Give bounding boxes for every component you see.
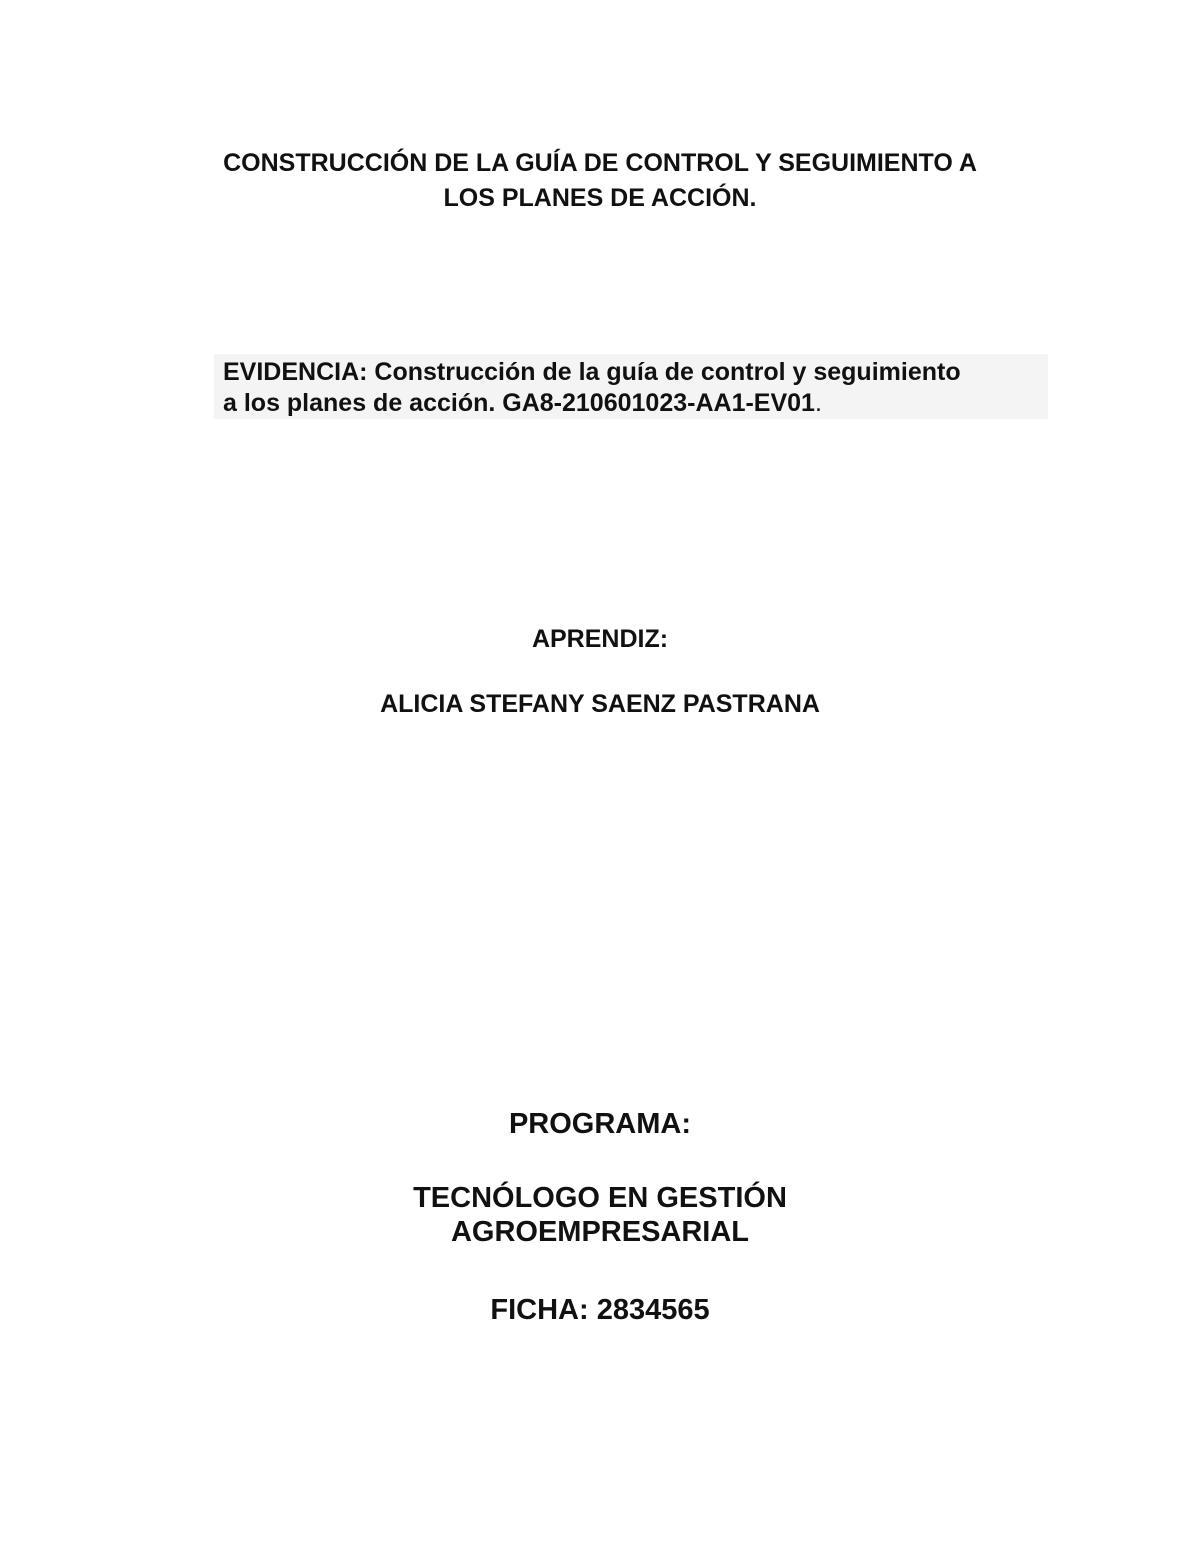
programa-line-1: TECNÓLOGO EN GESTIÓN (413, 1182, 787, 1214)
evidence-period: . (814, 389, 822, 417)
programa-line-2: AGROEMPRESARIAL (450, 1216, 750, 1248)
ficha-number: FICHA: 2834565 (490, 1294, 710, 1326)
aprendiz-name: ALICIA STEFANY SAENZ PASTRANA (380, 690, 820, 718)
evidence-block (214, 354, 1048, 419)
aprendiz-label: APRENDIZ: (531, 625, 669, 653)
document-title (0, 146, 1200, 216)
evidence-line-1: EVIDENCIA: Construcción de la guía de control y seguimiento (223, 358, 961, 386)
evidence-line-2 (223, 388, 1048, 419)
title-line-1: CONSTRUCCIÓN DE LA GUÍA DE CONTROL Y SEGUIMIENTO A (223, 149, 977, 177)
programa-label: PROGRAMA: (508, 1108, 692, 1140)
programa-name (0, 1181, 1200, 1249)
evidence-code: a los planes de acción. GA8-210601023-AA1-EV01 (223, 389, 815, 417)
title-line-2: LOS PLANES DE ACCIÓN. (443, 184, 757, 212)
